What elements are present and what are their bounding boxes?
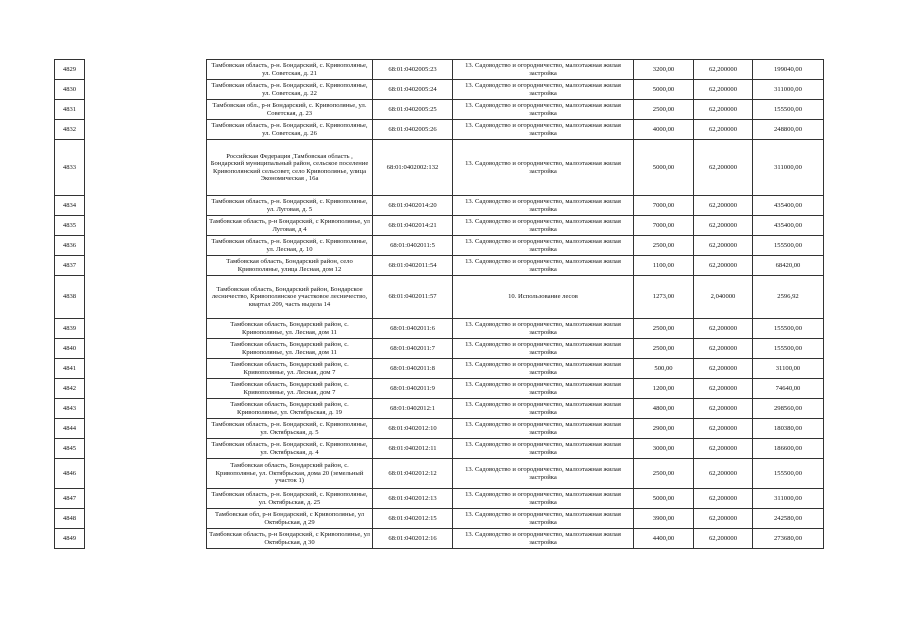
cadastral-number-cell: 68:01:0402012:12 bbox=[373, 459, 453, 489]
land-use-cell: 13. Садоводство и огородничество, малоэтажная жилая застройка bbox=[453, 439, 634, 459]
row-number: 4831 bbox=[55, 100, 85, 120]
blank-cell bbox=[85, 529, 207, 549]
row-number: 4837 bbox=[55, 256, 85, 276]
cadastral-number-cell: 68:01:0402011:6 bbox=[373, 319, 453, 339]
area-cell: 4800,00 bbox=[634, 399, 694, 419]
address-cell: Тамбовская область, р-н. Бондарский, с. Кривополянье, ул. Лесная, д. 10 bbox=[207, 236, 373, 256]
cadastral-number-cell: 68:01:0402002:132 bbox=[373, 140, 453, 196]
area-cell: 4000,00 bbox=[634, 120, 694, 140]
land-use-cell: 13. Садоводство и огородничество, малоэтажная жилая застройка bbox=[453, 216, 634, 236]
area-cell: 1100,00 bbox=[634, 256, 694, 276]
address-cell: Тамбовская область, Бондарский район, Бондарское лесничество, Кривополянское участковое лесничество, квартал 209, часть выдела 14 bbox=[207, 276, 373, 319]
cadastral-number-cell: 68:01:0402012:1 bbox=[373, 399, 453, 419]
rate-cell: 62,200000 bbox=[694, 196, 753, 216]
row-number: 4849 bbox=[55, 529, 85, 549]
rate-cell: 62,200000 bbox=[694, 529, 753, 549]
address-cell: Тамбовская область, Бондарский район, с. Кривополянье, ул. Лесная, дом 7 bbox=[207, 359, 373, 379]
address-cell: Тамбовская область, р-н. Бондарский, с. Кривополянье, ул. Октябрьская, д. 25 bbox=[207, 489, 373, 509]
blank-cell bbox=[85, 359, 207, 379]
land-use-cell: 13. Садоводство и огородничество, малоэтажная жилая застройка bbox=[453, 140, 634, 196]
table-row bbox=[55, 419, 824, 439]
rate-cell: 2,040000 bbox=[694, 276, 753, 319]
blank-cell bbox=[85, 100, 207, 120]
land-use-cell: 13. Садоводство и огородничество, малоэтажная жилая застройка bbox=[453, 60, 634, 80]
land-use-cell: 13. Садоводство и огородничество, малоэтажная жилая застройка bbox=[453, 379, 634, 399]
value-cell: 74640,00 bbox=[753, 379, 824, 399]
land-use-cell: 10. Использование лесов bbox=[453, 276, 634, 319]
rate-cell: 62,200000 bbox=[694, 60, 753, 80]
address-cell: Тамбовская область, р-н. Бондарский, с. Кривополянье, ул. Советская, д. 21 bbox=[207, 60, 373, 80]
value-cell: 2596,92 bbox=[753, 276, 824, 319]
blank-cell bbox=[85, 379, 207, 399]
row-number: 4844 bbox=[55, 419, 85, 439]
table-row bbox=[55, 509, 824, 529]
value-cell: 248800,00 bbox=[753, 120, 824, 140]
cadastral-number-cell: 68:01:0402014:20 bbox=[373, 196, 453, 216]
land-use-cell: 13. Садоводство и огородничество, малоэтажная жилая застройка bbox=[453, 399, 634, 419]
cadastral-number-cell: 68:01:0402005:24 bbox=[373, 80, 453, 100]
value-cell: 68420,00 bbox=[753, 256, 824, 276]
area-cell: 5000,00 bbox=[634, 489, 694, 509]
land-use-cell: 13. Садоводство и огородничество, малоэтажная жилая застройка bbox=[453, 359, 634, 379]
row-number: 4847 bbox=[55, 489, 85, 509]
area-cell: 3000,00 bbox=[634, 439, 694, 459]
blank-cell bbox=[85, 120, 207, 140]
table-row bbox=[55, 339, 824, 359]
blank-cell bbox=[85, 80, 207, 100]
rate-cell: 62,200000 bbox=[694, 319, 753, 339]
value-cell: 180380,00 bbox=[753, 419, 824, 439]
row-number: 4848 bbox=[55, 509, 85, 529]
cadastral-number-cell: 68:01:0402011:8 bbox=[373, 359, 453, 379]
area-cell: 4400,00 bbox=[634, 529, 694, 549]
cadastral-number-cell: 68:01:0402005:26 bbox=[373, 120, 453, 140]
blank-cell bbox=[85, 399, 207, 419]
value-cell: 155500,00 bbox=[753, 319, 824, 339]
rate-cell: 62,200000 bbox=[694, 379, 753, 399]
blank-cell bbox=[85, 216, 207, 236]
land-use-cell: 13. Садоводство и огородничество, малоэтажная жилая застройка bbox=[453, 196, 634, 216]
rate-cell: 62,200000 bbox=[694, 489, 753, 509]
area-cell: 2500,00 bbox=[634, 100, 694, 120]
cadastral-number-cell: 68:01:0402011:9 bbox=[373, 379, 453, 399]
row-number: 4841 bbox=[55, 359, 85, 379]
address-cell: Тамбовская область, Бондарский район, с. Кривополянье, ул. Октябрьская, д. 19 bbox=[207, 399, 373, 419]
table-row bbox=[55, 439, 824, 459]
value-cell: 298560,00 bbox=[753, 399, 824, 419]
rate-cell: 62,200000 bbox=[694, 216, 753, 236]
table-row bbox=[55, 100, 824, 120]
row-number: 4842 bbox=[55, 379, 85, 399]
cadastral-number-cell: 68:01:0402005:25 bbox=[373, 100, 453, 120]
row-number: 4843 bbox=[55, 399, 85, 419]
land-use-cell: 13. Садоводство и огородничество, малоэтажная жилая застройка bbox=[453, 509, 634, 529]
address-cell: Тамбовская область, р-н. Бондарский, с. Кривополянье, ул. Октябрьская, д. 5 bbox=[207, 419, 373, 439]
cadastral-number-cell: 68:01:0402011:5 bbox=[373, 236, 453, 256]
cadastral-number-cell: 68:01:0402012:15 bbox=[373, 509, 453, 529]
land-use-cell: 13. Садоводство и огородничество, малоэтажная жилая застройка bbox=[453, 120, 634, 140]
area-cell: 1200,00 bbox=[634, 379, 694, 399]
row-number: 4835 bbox=[55, 216, 85, 236]
table-row bbox=[55, 256, 824, 276]
blank-cell bbox=[85, 459, 207, 489]
land-use-cell: 13. Садоводство и огородничество, малоэтажная жилая застройка bbox=[453, 339, 634, 359]
address-cell: Тамбовская область, Бондарский район, с. Кривополянье, ул. Октябрьская, дома 20 (земельный участок 1) bbox=[207, 459, 373, 489]
row-number: 4832 bbox=[55, 120, 85, 140]
land-use-cell: 13. Садоводство и огородничество, малоэтажная жилая застройка bbox=[453, 459, 634, 489]
blank-cell bbox=[85, 509, 207, 529]
blank-cell bbox=[85, 196, 207, 216]
value-cell: 311000,00 bbox=[753, 140, 824, 196]
table-row bbox=[55, 80, 824, 100]
blank-cell bbox=[85, 419, 207, 439]
cadastral-number-cell: 68:01:0402014:21 bbox=[373, 216, 453, 236]
row-number: 4845 bbox=[55, 439, 85, 459]
value-cell: 311000,00 bbox=[753, 80, 824, 100]
cadastral-number-cell: 68:01:0402005:23 bbox=[373, 60, 453, 80]
area-cell: 2900,00 bbox=[634, 419, 694, 439]
area-cell: 3200,00 bbox=[634, 60, 694, 80]
land-use-cell: 13. Садоводство и огородничество, малоэтажная жилая застройка bbox=[453, 256, 634, 276]
value-cell: 155500,00 bbox=[753, 459, 824, 489]
value-cell: 435400,00 bbox=[753, 196, 824, 216]
address-cell: Тамбовская область, р-н. Бондарский, с. Кривополянье, ул. Октябрьская, д. 4 bbox=[207, 439, 373, 459]
table-row bbox=[55, 196, 824, 216]
row-number: 4833 bbox=[55, 140, 85, 196]
value-cell: 155500,00 bbox=[753, 339, 824, 359]
address-cell: Тамбовская область, р-н. Бондарский, с. Кривополянье, ул. Луговая, д. 5 bbox=[207, 196, 373, 216]
area-cell: 7000,00 bbox=[634, 216, 694, 236]
row-number: 4834 bbox=[55, 196, 85, 216]
address-cell: Российская Федерация ,Тамбовская область , Бондарский муниципальный район, сельское поселение Кривополянский сельсовет, село Кривополянье, улица Экономическая , 16а bbox=[207, 140, 373, 196]
rate-cell: 62,200000 bbox=[694, 439, 753, 459]
value-cell: 435400,00 bbox=[753, 216, 824, 236]
table-row bbox=[55, 359, 824, 379]
land-use-cell: 13. Садоводство и огородничество, малоэтажная жилая застройка bbox=[453, 529, 634, 549]
blank-cell bbox=[85, 439, 207, 459]
table-row bbox=[55, 399, 824, 419]
rate-cell: 62,200000 bbox=[694, 236, 753, 256]
blank-cell bbox=[85, 489, 207, 509]
value-cell: 186600,00 bbox=[753, 439, 824, 459]
row-number: 4836 bbox=[55, 236, 85, 256]
value-cell: 199040,00 bbox=[753, 60, 824, 80]
table-row bbox=[55, 120, 824, 140]
rate-cell: 62,200000 bbox=[694, 100, 753, 120]
blank-cell bbox=[85, 276, 207, 319]
rate-cell: 62,200000 bbox=[694, 256, 753, 276]
blank-cell bbox=[85, 339, 207, 359]
address-cell: Тамбовская область, р-н Бондарский, с Кривополянье, ул Октябрьская, д 30 bbox=[207, 529, 373, 549]
rate-cell: 62,200000 bbox=[694, 399, 753, 419]
value-cell: 311000,00 bbox=[753, 489, 824, 509]
row-number: 4830 bbox=[55, 80, 85, 100]
table-row bbox=[55, 276, 824, 319]
rate-cell: 62,200000 bbox=[694, 419, 753, 439]
table-row bbox=[55, 60, 824, 80]
land-use-cell: 13. Садоводство и огородничество, малоэтажная жилая застройка bbox=[453, 419, 634, 439]
land-use-cell: 13. Садоводство и огородничество, малоэтажная жилая застройка bbox=[453, 100, 634, 120]
land-use-cell: 13. Садоводство и огородничество, малоэтажная жилая застройка bbox=[453, 319, 634, 339]
cadastral-number-cell: 68:01:0402012:10 bbox=[373, 419, 453, 439]
blank-cell bbox=[85, 236, 207, 256]
land-use-cell: 13. Садоводство и огородничество, малоэтажная жилая застройка bbox=[453, 80, 634, 100]
table-row bbox=[55, 319, 824, 339]
address-cell: Тамбовская область, р-н. Бондарский, с. Кривополянье, ул. Советская, д. 22 bbox=[207, 80, 373, 100]
rate-cell: 62,200000 bbox=[694, 80, 753, 100]
row-number: 4829 bbox=[55, 60, 85, 80]
value-cell: 155500,00 bbox=[753, 236, 824, 256]
area-cell: 3900,00 bbox=[634, 509, 694, 529]
table-row bbox=[55, 529, 824, 549]
area-cell: 2500,00 bbox=[634, 339, 694, 359]
address-cell: Тамбовская область, Бондарский район, с. Кривополянье, ул. Лесная, дом 11 bbox=[207, 319, 373, 339]
address-cell: Тамбовская обл., р-н Бондарский, с. Кривополянье, ул. Советская, д. 23 bbox=[207, 100, 373, 120]
cadastral-number-cell: 68:01:0402011:7 bbox=[373, 339, 453, 359]
address-cell: Тамбовская обл, р-н Бондарский, с Кривополянье, ул Октябрьская, д 29 bbox=[207, 509, 373, 529]
area-cell: 5000,00 bbox=[634, 80, 694, 100]
rate-cell: 62,200000 bbox=[694, 359, 753, 379]
row-number: 4846 bbox=[55, 459, 85, 489]
address-cell: Тамбовская область, р-н. Бондарский, с. Кривополянье, ул. Советская, д. 26 bbox=[207, 120, 373, 140]
table-row bbox=[55, 459, 824, 489]
blank-cell bbox=[85, 319, 207, 339]
area-cell: 2500,00 bbox=[634, 459, 694, 489]
value-cell: 273680,00 bbox=[753, 529, 824, 549]
rate-cell: 62,200000 bbox=[694, 140, 753, 196]
rate-cell: 62,200000 bbox=[694, 339, 753, 359]
cadastral-number-cell: 68:01:0402011:57 bbox=[373, 276, 453, 319]
area-cell: 2500,00 bbox=[634, 319, 694, 339]
cadastral-number-cell: 68:01:0402011:54 bbox=[373, 256, 453, 276]
blank-cell bbox=[85, 256, 207, 276]
row-number: 4840 bbox=[55, 339, 85, 359]
table-row bbox=[55, 140, 824, 196]
value-cell: 155500,00 bbox=[753, 100, 824, 120]
rate-cell: 62,200000 bbox=[694, 120, 753, 140]
area-cell: 5000,00 bbox=[634, 140, 694, 196]
table-row bbox=[55, 236, 824, 256]
value-cell: 242580,00 bbox=[753, 509, 824, 529]
cadastral-number-cell: 68:01:0402012:11 bbox=[373, 439, 453, 459]
cadastral-number-cell: 68:01:0402012:16 bbox=[373, 529, 453, 549]
rate-cell: 62,200000 bbox=[694, 459, 753, 489]
area-cell: 2500,00 bbox=[634, 236, 694, 256]
table-row bbox=[55, 489, 824, 509]
value-cell: 31100,00 bbox=[753, 359, 824, 379]
address-cell: Тамбовская область, Бондарский район, с. Кривополянье, ул. Лесная, дом 7 bbox=[207, 379, 373, 399]
cadastral-value-table bbox=[54, 59, 824, 549]
land-use-cell: 13. Садоводство и огородничество, малоэтажная жилая застройка bbox=[453, 236, 634, 256]
address-cell: Тамбовская область, р-н Бондарский, с Кривополянье, ул Луговая, д 4 bbox=[207, 216, 373, 236]
blank-cell bbox=[85, 140, 207, 196]
table-row bbox=[55, 379, 824, 399]
address-cell: Тамбовская область, Бондарский район, с. Кривополянье, ул. Лесная, дом 11 bbox=[207, 339, 373, 359]
table-row bbox=[55, 216, 824, 236]
area-cell: 7000,00 bbox=[634, 196, 694, 216]
area-cell: 1273,00 bbox=[634, 276, 694, 319]
row-number: 4839 bbox=[55, 319, 85, 339]
rate-cell: 62,200000 bbox=[694, 509, 753, 529]
address-cell: Тамбовская область, Бондарский район, село Кривополянье, улица Лесная, дом 12 bbox=[207, 256, 373, 276]
blank-cell bbox=[85, 60, 207, 80]
land-use-cell: 13. Садоводство и огородничество, малоэтажная жилая застройка bbox=[453, 489, 634, 509]
area-cell: 500,00 bbox=[634, 359, 694, 379]
row-number: 4838 bbox=[55, 276, 85, 319]
cadastral-number-cell: 68:01:0402012:13 bbox=[373, 489, 453, 509]
